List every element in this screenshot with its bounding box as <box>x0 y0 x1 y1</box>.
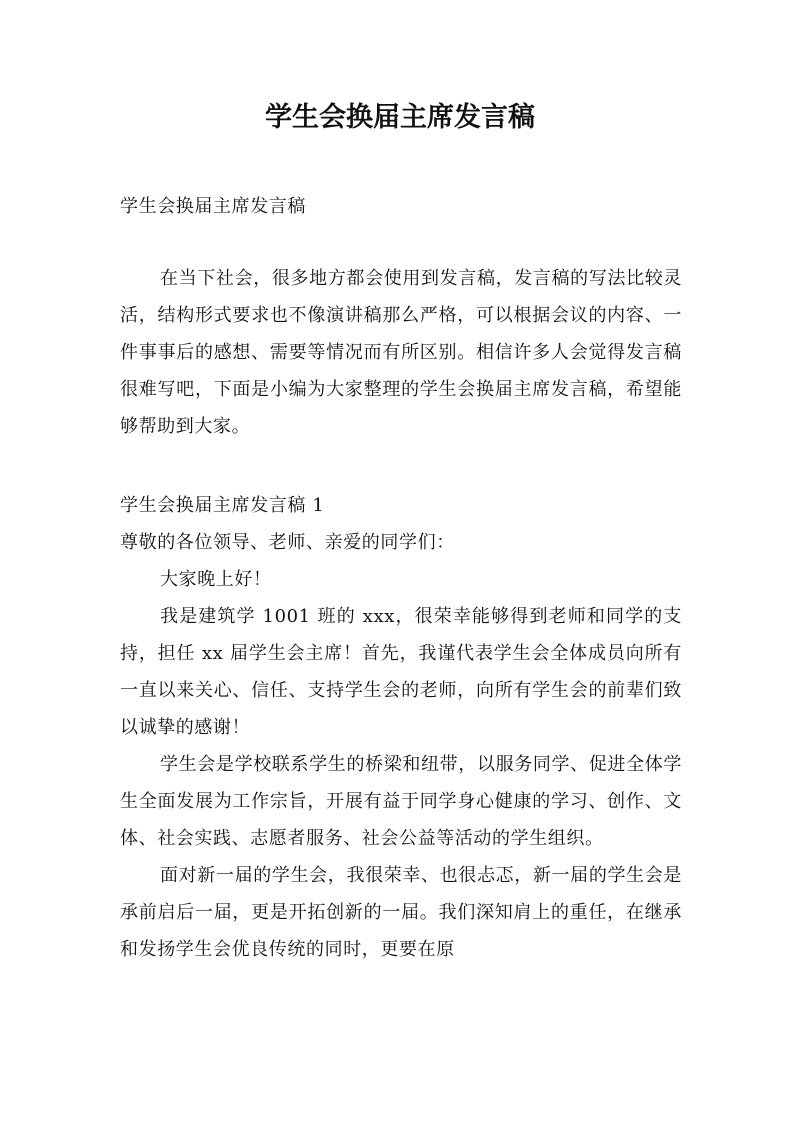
salutation: 尊敬的各位领导、老师、亲爱的同学们： <box>120 532 455 553</box>
intro-paragraph: 在当下社会，很多地方都会使用到发言稿，发言稿的写法比较灵活，结构形式要求也不像演讲稿那么严格，可以根据会议的内容、一件事事后的感想、需要等情况而有所区别。相信许多人会觉得发言稿很难写吧，下面是小编为大家整理的学生会换届主席发言稿，希望能够帮助到大家。 <box>120 268 682 437</box>
body-paragraph: 面对新一届的学生会，我很荣幸、也很忐忑，新一届的学生会是承前启后一届，更是开拓创新的一届。我们深知肩上的重任，在继承和发扬学生会优良传统的同时，更要在原 <box>120 865 682 960</box>
document-title: 学生会换届主席发言稿 <box>265 102 535 133</box>
section-heading: 学生会换届主席发言稿 1 <box>120 495 325 516</box>
body-paragraph: 学生会是学校联系学生的桥梁和纽带，以服务同学、促进全体学生全面发展为工作宗旨，开展有益于同学身心健康的学习、创作、文体、社会实践、志愿者服务、社会公益等活动的学生组织。 <box>120 754 682 849</box>
greeting: 大家晚上好！ <box>160 569 272 590</box>
speech-section-1 <box>120 487 682 968</box>
document-subtitle: 学生会换届主席发言稿 <box>120 196 306 217</box>
body-paragraph: 我是建筑学 1001 班的 xxx，很荣幸能够得到老师和同学的支持，担任 xx 届学生会主席！首先，我谨代表学生会全体成员向所有一直以来关心、信任、支持学生会的老师，向所有学生会的前辈们致以诚挚的感谢！ <box>120 606 682 738</box>
